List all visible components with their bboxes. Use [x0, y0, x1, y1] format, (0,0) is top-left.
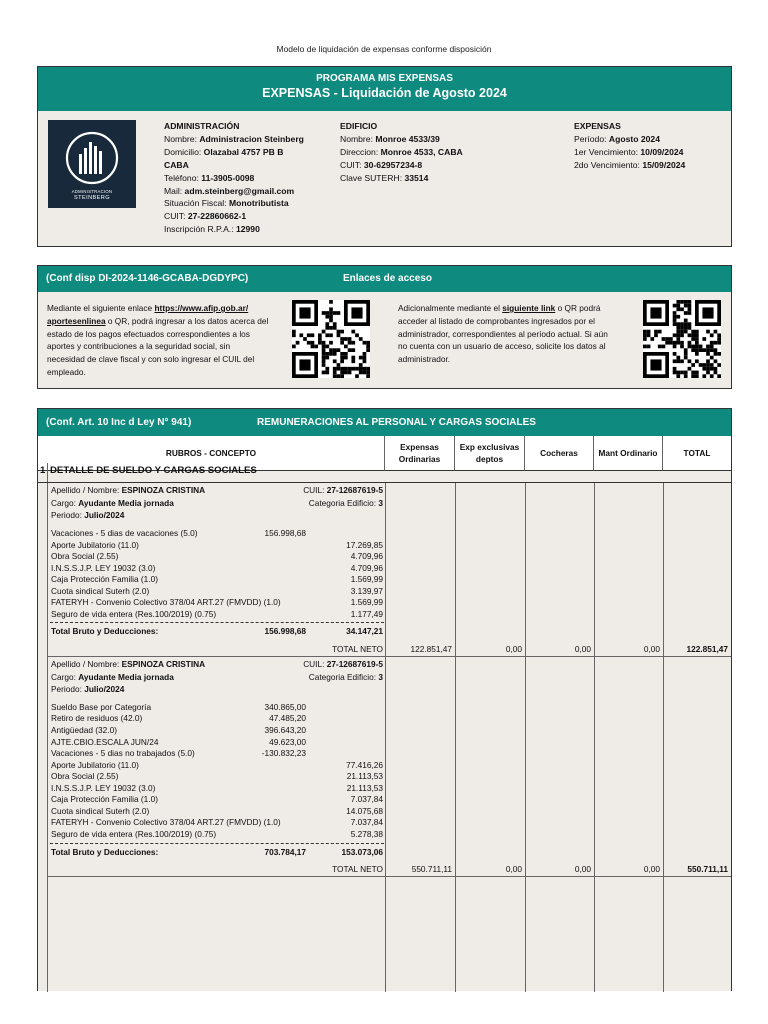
block-1-neto-col-5: 122.851,47 — [686, 643, 728, 654]
building-cuit: 30-62957234-8 — [363, 159, 423, 170]
divider-2 — [455, 483, 456, 992]
remuneraciones-section — [37, 408, 732, 991]
detail-number: 1 — [40, 465, 46, 476]
block-2-item-concept: Antigüedad (32.0) — [51, 725, 117, 735]
block-2-item-concept: FATERYH - Convenio Colectivo 378/04 ART.27 (FMVDD) (1.0) — [51, 817, 281, 828]
block-1-category-label: Categoria Edificio: — [308, 497, 379, 508]
block-1-cuil-value: 27-12687619-5 — [326, 485, 383, 495]
block-2-item-deduccion: 21.113,53 — [346, 771, 383, 782]
afip-link[interactable]: https://www.afip.gob.ar/ — [154, 303, 249, 313]
block-2-item-bruto: 47.485,20 — [269, 713, 306, 724]
admin-heading: ADMINISTRACIÓN — [164, 121, 240, 131]
building-name: Monroe 4533/39 — [375, 133, 440, 144]
block-1-item-deduccion: 3.139,97 — [350, 585, 383, 596]
block-1-employee-cargo — [51, 498, 174, 508]
administration-logo — [48, 120, 136, 208]
block-2-item-bruto: -130.832,23 — [261, 748, 306, 759]
afip-text-pre: Mediante el siguiente enlace — [47, 303, 155, 313]
first-due-date: 10/09/2024 — [640, 146, 684, 157]
admin-mail-label: Mail: — [164, 185, 185, 196]
block-2-item-deduccion: 14.075,68 — [346, 805, 383, 816]
block-2-employee-name-label: Apellido / Nombre: — [51, 658, 122, 669]
building-name-label: Nombre: — [340, 133, 376, 144]
afip-text-line5: necesidad de clave fiscal y con solo ingresar el CUIL del — [47, 354, 255, 365]
block-1-item-concept: Cuota sindical Suterh (2.0) — [51, 585, 150, 596]
admin-name: Administracion Steinberg — [199, 133, 304, 144]
block-1-totals-separator — [50, 622, 384, 623]
building-address-label: Direccion: — [340, 146, 381, 157]
left-divider — [47, 483, 48, 992]
block-2-building-category — [238, 672, 383, 682]
block-2-period-value: Julio/2024 — [84, 684, 125, 695]
header-banner — [38, 67, 731, 111]
block-1-employee-cuil — [238, 485, 383, 495]
links-title: Enlaces de acceso — [343, 273, 432, 284]
admin-mail: adm.steinberg@gmail.com — [184, 185, 295, 196]
block-2-neto-col-5: 550.711,11 — [687, 864, 728, 874]
block-1-item-concept: Caja Protección Familia (1.0) — [51, 574, 158, 585]
block-2-cuil-label: CUIL: — [303, 658, 327, 669]
afip-text-post: o QR, podrá ingresar a los datos acerca del — [105, 315, 269, 326]
block-2-item-deduccion: 5.278,38 — [350, 828, 383, 839]
divider-4 — [594, 483, 595, 992]
block-2-item-concept: Seguro de vida entera (Res.100/2019) (0.75) — [51, 828, 217, 839]
block-1-category-value: 3 — [378, 497, 383, 508]
block-2-item-concept: I.N.S.S.J.P. LEY 19032 (3.0) — [51, 782, 156, 793]
block-1-neto-col-1: 122.851,47 — [410, 643, 452, 654]
comprobantes-link[interactable]: siguiente link — [502, 303, 556, 313]
logo-line1: ADMINISTRACION — [71, 189, 113, 194]
block-1-item-deduccion: 1.569,99 — [350, 597, 383, 608]
block-2-cargo-value: Ayudante Media jornada — [78, 671, 174, 682]
comprobantes-text-line5: administrador. — [398, 354, 451, 365]
block-2-item-concept: Cuota sindical Suterh (2.0) — [51, 805, 150, 816]
links-conf: (Conf disp DI-2024-1146-GCABA-DGDYPC) — [46, 273, 249, 284]
comprobantes-qr-icon[interactable] — [643, 300, 721, 378]
block-2-item-deduccion: 7.037,84 — [350, 794, 383, 805]
block-1-item-bruto: 156.998,68 — [264, 528, 306, 538]
block-1-building-category — [238, 498, 383, 508]
block-2-totals-label: Total Bruto y Deducciones: — [51, 846, 159, 857]
access-links-section — [37, 265, 732, 389]
remun-title: REMUNERACIONES AL PERSONAL Y CARGAS SOCIALES — [257, 417, 536, 428]
second-due-label: 2do Vencimiento: — [574, 159, 643, 170]
admin-phone: 11-3905-0098 — [201, 172, 255, 183]
admin-fiscal: Monotributista — [228, 198, 289, 209]
block-2-cuil-value: 27-12687619-5 — [326, 658, 383, 669]
col-exp-exclusivas-header: Exp exclusivas deptos — [455, 436, 525, 471]
block-1-employee-name — [51, 485, 205, 495]
block-2-neto-col-3: 0,00 — [574, 864, 591, 874]
block-1-total-deducciones: 34.147,21 — [346, 626, 383, 637]
program-title: PROGRAMA MIS EXPENSAS — [316, 73, 453, 84]
logo-line2: STEINBERG — [74, 195, 110, 201]
comprobantes-text-post: o QR podrá — [555, 303, 601, 313]
block-1-employee-name-label: Apellido / Nombre: — [51, 485, 122, 495]
block-1-period-value: Julio/2024 — [84, 510, 125, 521]
block-1-employee-name-value: ESPINOZA CRISTINA — [121, 485, 206, 495]
remun-conf: (Conf. Art. 10 Inc d Ley N° 941) — [46, 417, 192, 428]
block-1-total-neto-label: TOTAL NETO — [332, 643, 383, 654]
building-suterh: 33514 — [404, 172, 429, 183]
admin-phone-label: Teléfono: — [164, 172, 202, 183]
comprobantes-text-line4: no cuenta con un usuario de acceso, solicite los datos al — [398, 341, 606, 352]
block-1-item-deduccion: 4.709,96 — [350, 551, 383, 562]
detail-title: DETALLE DE SUELDO Y CARGAS SOCIALES — [50, 465, 257, 476]
block-1-neto-col-2: 0,00 — [505, 643, 522, 654]
building-column — [340, 120, 540, 185]
col-total-header: TOTAL — [663, 436, 731, 471]
block-1-item-concept: I.N.S.S.J.P. LEY 19032 (3.0) — [51, 562, 156, 573]
block-2-category-label: Categoria Edificio: — [308, 671, 379, 682]
expensas-period-label: Período: — [574, 133, 609, 144]
block-1-total-bruto: 156.998,68 — [264, 626, 306, 637]
block-2-item-bruto: 396.643,20 — [264, 725, 306, 735]
block-2-block-bottom-rule — [47, 876, 731, 877]
block-1-item-deduccion: 4.709,96 — [350, 562, 383, 573]
admin-cuit: 27-22860662-1 — [187, 211, 247, 222]
admin-column — [164, 120, 334, 236]
block-2-employee-cuil — [238, 659, 383, 669]
admin-rpa-label: Inscripción R.P.A.: — [164, 224, 236, 235]
divider-5 — [663, 483, 664, 992]
block-2-item-concept: Retiro de residuos (42.0) — [51, 713, 143, 724]
block-1-totals-label: Total Bruto y Deducciones: — [51, 626, 159, 637]
block-2-item-concept: AJTE.CBIO.ESCALA JUN/24 — [51, 736, 159, 747]
block-1-item-concept: Aporte Jubilatorio (11.0) — [51, 539, 139, 550]
comprobantes-text — [398, 302, 633, 366]
block-2-item-deduccion: 7.037,84 — [350, 817, 383, 828]
block-1-neto-col-3: 0,00 — [574, 643, 591, 654]
block-2-item-deduccion: 21.113,53 — [346, 782, 383, 793]
block-1-item-concept: Obra Social (2.55) — [51, 551, 119, 562]
block-1-cargo-label: Cargo: — [51, 497, 79, 508]
admin-city: CABA — [164, 159, 189, 170]
block-1-neto-col-4: 0,00 — [643, 643, 660, 654]
block-2-item-deduccion: 77.416,26 — [346, 759, 383, 770]
block-2-item-concept: Obra Social (2.55) — [51, 771, 119, 782]
block-1-item-deduccion: 1.569,99 — [350, 574, 383, 585]
block-2-neto-col-2: 0,00 — [505, 864, 522, 874]
building-suterh-label: Clave SUTERH: — [340, 172, 405, 183]
block-1-cuil-label: CUIL: — [303, 485, 327, 495]
access-links-banner — [38, 266, 731, 292]
col-rubros-header: RUBROS - CONCEPTO — [38, 436, 385, 471]
block-2-item-concept: Sueldo Base por Categoría — [51, 701, 152, 712]
block-1-cargo-value: Ayudante Media jornada — [78, 497, 174, 508]
building-cuit-label: CUIT: — [340, 159, 364, 170]
admin-address: Olazabal 4757 PB B — [203, 146, 284, 157]
expensas-column — [574, 120, 729, 172]
block-2-total-bruto: 703.784,17 — [264, 846, 306, 857]
col-expensas-ordinarias-header: Expensas Ordinarias — [385, 436, 455, 471]
block-1-block-bottom-rule — [47, 656, 731, 657]
block-1-item-concept: FATERYH - Convenio Colectivo 378/04 ART.27 (FMVDD) (1.0) — [51, 597, 281, 608]
admin-rpa: 12990 — [235, 224, 260, 235]
block-2-neto-col-1: 550.711,11 — [411, 864, 452, 874]
block-2-totals-separator — [50, 843, 384, 844]
building-address: Monroe 4533, CABA — [380, 146, 463, 157]
block-2-total-deducciones: 153.073,06 — [341, 846, 383, 857]
remuneraciones-banner — [38, 409, 731, 436]
afip-qr-icon[interactable] — [292, 300, 370, 378]
block-2-item-concept: Vacaciones - 5 dias no trabajados (5.0) — [51, 748, 195, 759]
comprobantes-text-pre: Adicionalmente mediante el — [398, 303, 503, 313]
block-2-item-bruto: 340.865,00 — [264, 701, 306, 712]
col-mant-ordinario-header: Mant Ordinario — [594, 436, 663, 471]
liquidation-title: EXPENSAS - Liquidación de Agosto 2024 — [262, 86, 507, 100]
block-2-period-label: Periodo: — [51, 684, 85, 695]
expensas-heading: EXPENSAS — [574, 121, 621, 131]
afip-text-line3: estado de los pagos efectuados correspondientes a los — [47, 328, 250, 339]
first-due-label: 1er Vencimiento: — [574, 146, 641, 157]
afip-text-line4: aportes y contribuciones a la seguridad social, sin — [47, 341, 231, 352]
header-section — [37, 66, 732, 247]
afip-link-cont[interactable]: aportesenlinea — [47, 315, 106, 326]
block-2-employee-period — [51, 684, 124, 694]
block-2-employee-name-value: ESPINOZA CRISTINA — [121, 658, 206, 669]
afip-text-line6: empleado. — [47, 366, 86, 377]
block-2-employee-name — [51, 659, 205, 669]
block-1-item-concept: Seguro de vida entera (Res.100/2019) (0.75) — [51, 608, 217, 619]
admin-name-label: Nombre: — [164, 133, 200, 144]
block-2-cargo-label: Cargo: — [51, 671, 79, 682]
block-1-employee-period — [51, 510, 124, 520]
expensas-period: Agosto 2024 — [608, 133, 660, 144]
divider-1 — [385, 483, 386, 992]
admin-fiscal-label: Situación Fiscal: — [164, 198, 229, 209]
admin-cuit-label: CUIT: — [164, 211, 188, 222]
block-2-item-bruto: 49.623,00 — [269, 736, 306, 747]
block-1-period-label: Periodo: — [51, 510, 85, 521]
block-2-neto-col-4: 0,00 — [643, 864, 660, 874]
block-1-item-deduccion: 1.177,49 — [350, 608, 383, 619]
block-2-total-neto-label: TOTAL NETO — [332, 864, 383, 874]
second-due-date: 15/09/2024 — [642, 159, 686, 170]
page-caption: Modelo de liquidación de expensas conforme disposición — [276, 44, 492, 54]
block-2-category-value: 3 — [378, 671, 383, 682]
afip-text — [47, 302, 282, 379]
admin-address-label: Domicilio: — [164, 146, 204, 157]
block-2-item-concept: Aporte Jubilatorio (11.0) — [51, 759, 139, 770]
building-heading: EDIFICIO — [340, 121, 378, 131]
divider-3 — [525, 483, 526, 992]
block-1-item-deduccion: 17.269,85 — [346, 539, 383, 550]
comprobantes-text-line3: administrador, correspondientes al período actual. Si aún — [398, 328, 608, 339]
block-2-employee-cargo — [51, 672, 174, 682]
block-2-item-concept: Caja Protección Familia (1.0) — [51, 794, 158, 805]
block-1-item-concept: Vacaciones - 5 dias de vacaciones (5.0) — [51, 528, 198, 538]
col-cocheras-header: Cocheras — [525, 436, 594, 471]
comprobantes-text-line2: acceder al listado de comprobantes ingresados por el — [398, 315, 595, 326]
